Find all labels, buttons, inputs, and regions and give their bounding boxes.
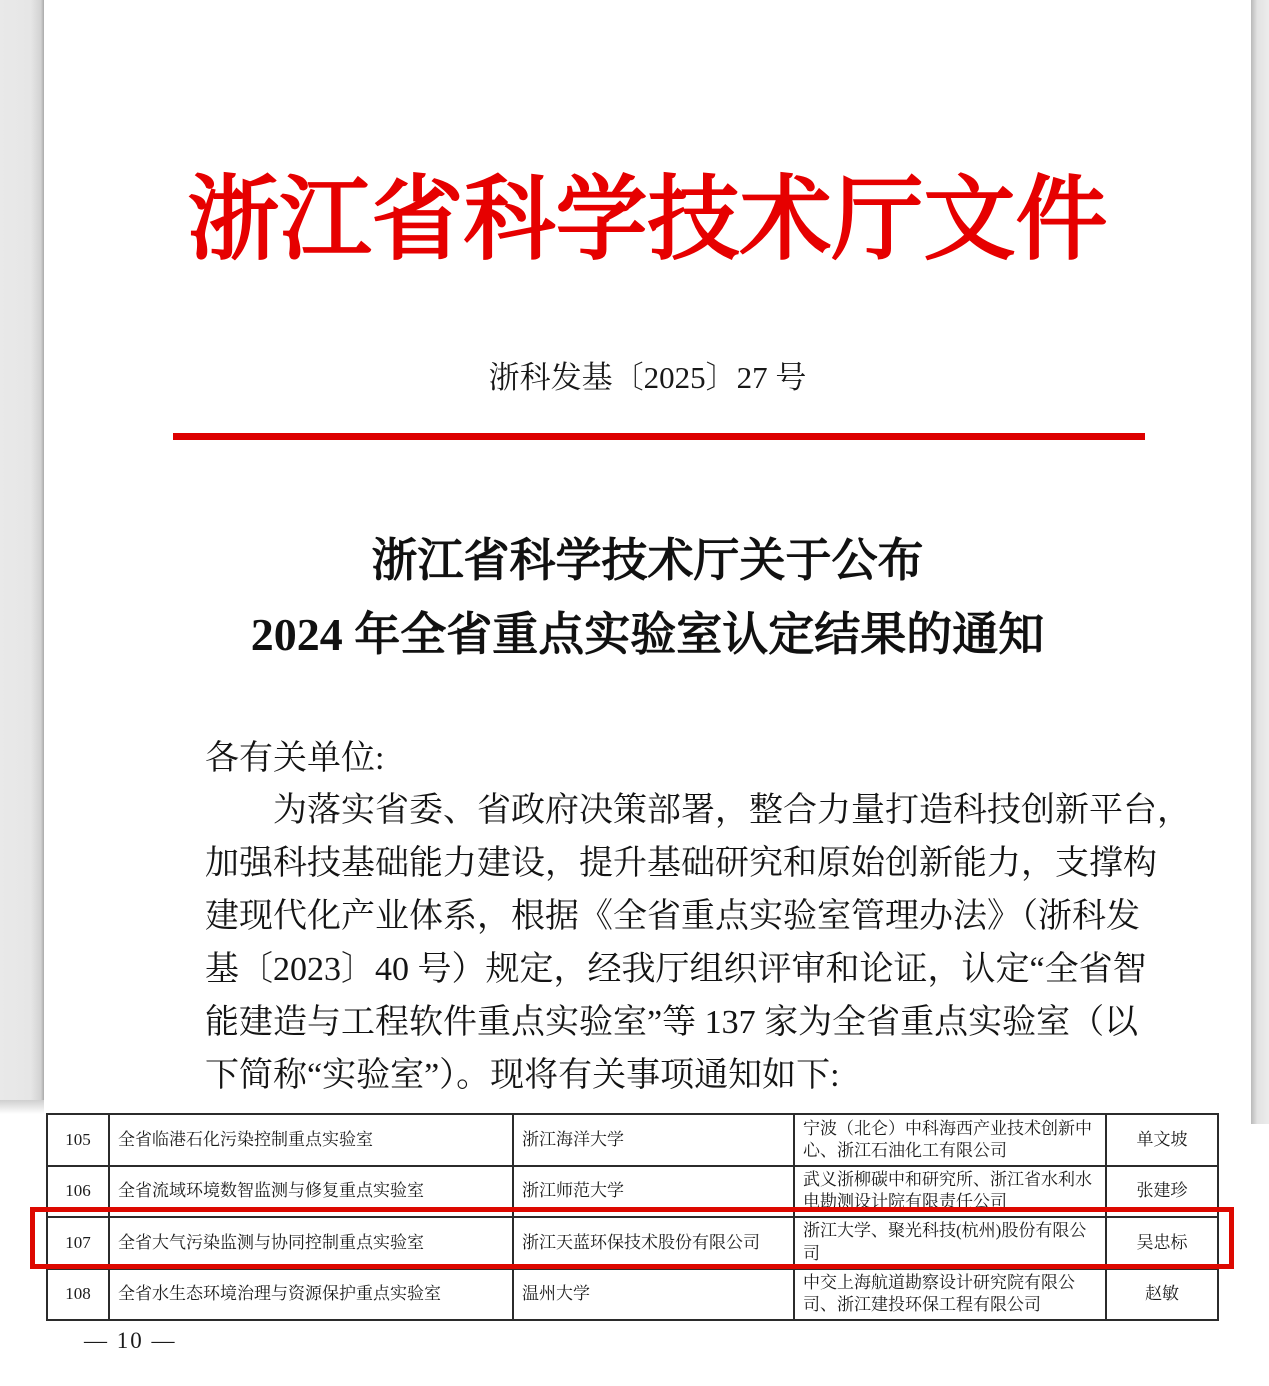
cell-partner-orgs: 浙江大学、聚光科技(杭州)股份有限公司 [794, 1217, 1106, 1269]
cell-host-org: 浙江天蓝环保技术股份有限公司 [513, 1217, 794, 1269]
notice-title-line2: 2024 年全省重点实验室认定结果的通知 [250, 609, 1045, 660]
body-line: 能建造与工程软件重点实验室”等 137 家为全省重点实验室（以 [205, 1004, 1139, 1041]
body-paragraph [205, 784, 1191, 1102]
cell-index: 106 [47, 1166, 109, 1217]
cell-index: 107 [47, 1217, 109, 1269]
cell-host-org: 浙江师范大学 [513, 1166, 794, 1217]
cell-partner-orgs: 中交上海航道勘察设计研究院有限公司、浙江建投环保工程有限公司 [794, 1269, 1106, 1320]
cell-director-name: 赵敏 [1106, 1269, 1218, 1320]
table-row [47, 1269, 1218, 1320]
notice-title [45, 524, 1250, 672]
cell-host-org: 浙江海洋大学 [513, 1114, 794, 1166]
results-table [46, 1113, 1219, 1321]
cell-director-name: 张建珍 [1106, 1166, 1218, 1217]
red-separator-line [173, 433, 1145, 440]
cell-partner-orgs: 宁波（北仑）中科海西产业技术创新中心、浙江石油化工有限公司 [794, 1114, 1106, 1166]
body-line: 为落实省委、省政府决策部署，整合力量打造科技创新平台， [273, 792, 1191, 829]
page-edge-right [1251, 0, 1269, 1124]
doc-header-title: 浙江省科学技术厅文件 [187, 169, 1108, 271]
page-edge-left [0, 0, 44, 1112]
salutation: 各有关单位: [205, 740, 385, 777]
cell-lab-name: 全省流域环境数智监测与修复重点实验室 [109, 1166, 513, 1217]
cell-index: 108 [47, 1269, 109, 1320]
body-line: 基〔2023〕40 号）规定，经我厅组织评审和论证，认定“全省智 [205, 951, 1147, 988]
cell-director-name: 单文坡 [1106, 1114, 1218, 1166]
body-line: 建现代化产业体系，根据《全省重点实验室管理办法》（浙科发 [205, 898, 1140, 935]
cell-host-org: 温州大学 [513, 1269, 794, 1320]
doc-number: 浙科发基〔2025〕27 号 [488, 360, 807, 395]
page-edge-left-shadow [0, 1100, 44, 1114]
cell-lab-name: 全省临港石化污染控制重点实验室 [109, 1114, 513, 1166]
cell-director-name: 吴忠标 [1106, 1217, 1218, 1269]
cell-lab-name: 全省水生态环境治理与资源保护重点实验室 [109, 1269, 513, 1320]
cell-index: 105 [47, 1114, 109, 1166]
table-row [47, 1166, 1218, 1217]
cell-lab-name: 全省大气污染监测与协同控制重点实验室 [109, 1217, 513, 1269]
page-number: — 10 — [84, 1328, 177, 1353]
table-row [47, 1114, 1218, 1166]
notice-title-line1: 浙江省科学技术厅关于公布 [371, 535, 924, 586]
table-row-highlighted [47, 1217, 1218, 1269]
body-line: 加强科技基础能力建设，提升基础研究和原始创新能力，支撑构 [205, 845, 1157, 882]
body-line: 下简称“实验室”）。现将有关事项通知如下: [205, 1057, 840, 1094]
cell-partner-orgs: 武义浙柳碳中和研究所、浙江省水利水电勘测设计院有限责任公司 [794, 1166, 1106, 1217]
